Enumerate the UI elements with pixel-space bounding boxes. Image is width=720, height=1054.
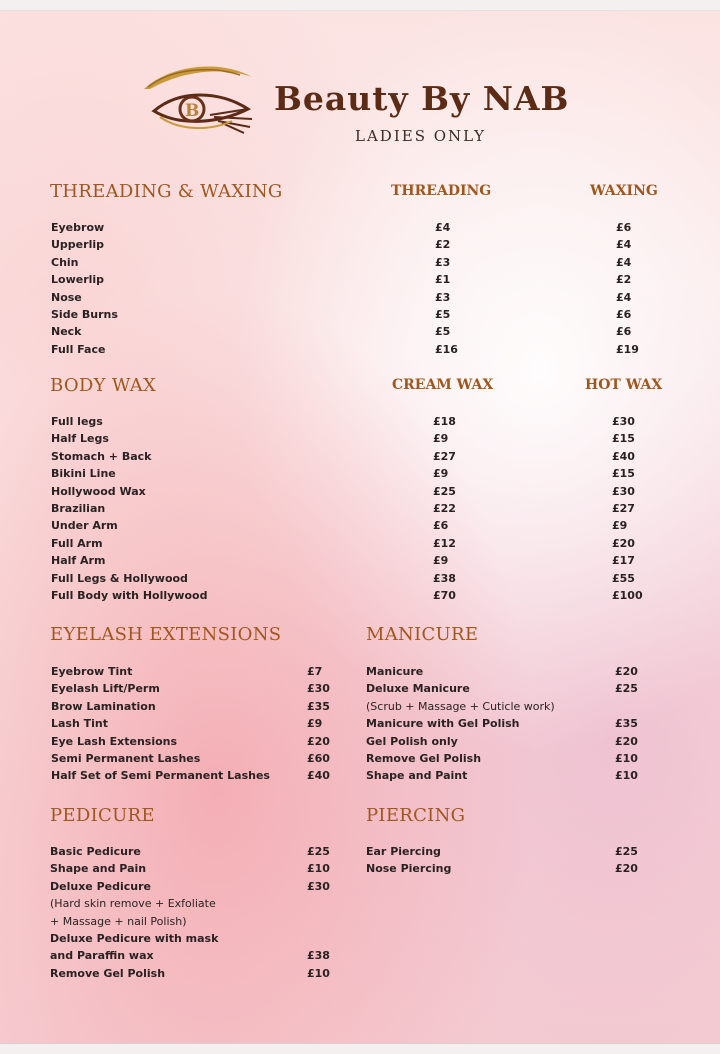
section-title-body-wax: BODY WAX: [50, 375, 157, 396]
service-price: £4: [435, 221, 451, 234]
service-name: Gel Polish only: [366, 734, 458, 748]
service-name: Bikini Line: [51, 467, 116, 481]
service-note: (Hard skin remove + Exfoliate: [50, 897, 216, 911]
service-name: Remove Gel Polish: [50, 966, 166, 980]
service-price: [307, 895, 330, 912]
eye-logo-icon: [140, 59, 256, 135]
service-price: £15: [612, 467, 635, 481]
service-name: Deluxe Pedicure: [50, 879, 151, 893]
service-name: Ear Piercing: [366, 845, 441, 858]
section-title-piercing: PIERCING: [366, 805, 466, 826]
service-price: £25: [307, 845, 330, 858]
service-name: Eyebrow Tint: [51, 665, 133, 678]
service-name: Manicure with Gel Polish: [366, 717, 520, 731]
service-price: £40: [307, 769, 330, 783]
service-name: Full Legs & Hollywood: [51, 571, 188, 585]
service-name: Stomach + Back: [51, 449, 152, 463]
service-price: £4: [616, 238, 632, 252]
service-price: £20: [615, 734, 638, 748]
service-price: £6: [616, 325, 632, 339]
service-price: £20: [615, 862, 638, 876]
service-price: £9: [307, 717, 323, 731]
service-price: £38: [307, 949, 330, 963]
piercing-price-column: [615, 843, 638, 878]
manicure-list: [366, 663, 555, 785]
service-price: £35: [615, 717, 638, 731]
column-header-waxing: WAXING: [590, 183, 658, 199]
service-name: Full Body with Hollywood: [51, 588, 208, 602]
service-price: £9: [612, 519, 628, 533]
service-price: £25: [615, 682, 638, 696]
column-header-cream-wax: CREAM WAX: [392, 377, 494, 393]
service-price: £60: [307, 751, 330, 765]
service-price: £10: [307, 966, 330, 980]
service-name: Eyebrow: [51, 221, 105, 234]
service-name: Manicure: [366, 665, 424, 678]
service-price: £6: [433, 519, 449, 533]
waxing-price-column: [616, 219, 639, 358]
column-header-hot-wax: HOT WAX: [585, 377, 663, 393]
service-name: Lowerlip: [51, 273, 105, 287]
eyelash-list: [51, 663, 270, 785]
service-name: Eyelash Lift/Perm: [51, 682, 160, 696]
service-name: Eye Lash Extensions: [51, 734, 178, 748]
service-name: Deluxe Pedicure with mask: [50, 931, 219, 945]
service-price: £18: [433, 415, 456, 428]
price-list-sheet: [0, 10, 720, 1044]
pedicure-price-column: [307, 843, 330, 982]
service-name: Full Face: [51, 342, 106, 356]
service-price: £4: [616, 290, 632, 304]
service-price: £55: [612, 571, 635, 585]
service-price: £27: [433, 449, 456, 463]
service-price: £27: [612, 501, 635, 515]
section-title-manicure: MANICURE: [366, 624, 479, 645]
threading-waxing-list: [51, 219, 118, 358]
service-price: [307, 913, 330, 930]
cream-wax-price-column: [433, 413, 456, 604]
service-price: £10: [615, 769, 638, 783]
service-name: Brow Lamination: [51, 699, 156, 713]
service-price: £10: [307, 862, 330, 876]
service-price: £17: [612, 554, 635, 568]
service-price: [615, 698, 638, 715]
eyelash-price-column: [307, 663, 330, 785]
column-header-threading: THREADING: [391, 183, 492, 199]
service-price: £20: [615, 665, 638, 678]
service-note: (Scrub + Massage + Cuticle work): [366, 699, 555, 713]
service-price: £19: [616, 342, 639, 356]
service-price: £9: [433, 554, 449, 568]
service-price: £6: [616, 221, 632, 234]
service-name: Shape and Paint: [366, 769, 468, 783]
brand-name: Beauty By NAB: [274, 79, 570, 118]
service-price: £7: [307, 665, 323, 678]
service-price: [307, 930, 330, 947]
service-name: Remove Gel Polish: [366, 751, 482, 765]
service-name: Full Arm: [51, 536, 103, 550]
service-price: £9: [433, 467, 449, 481]
svg-text:B: B: [185, 101, 200, 121]
service-name: Neck: [51, 325, 82, 339]
brand-tagline: LADIES ONLY: [355, 127, 487, 145]
service-name: Half Legs: [51, 432, 109, 446]
service-price: £10: [615, 751, 638, 765]
service-price: £1: [435, 273, 451, 287]
pedicure-list: [50, 843, 218, 982]
service-price: £40: [612, 449, 635, 463]
service-price: £3: [435, 255, 451, 269]
service-name: and Paraffin wax: [50, 949, 154, 963]
service-name: Hollywood Wax: [51, 484, 146, 498]
service-name: Side Burns: [51, 307, 118, 321]
service-name: Upperlip: [51, 238, 104, 252]
service-name: Lash Tint: [51, 717, 109, 731]
service-name: Deluxe Manicure: [366, 682, 470, 696]
service-price: £9: [433, 432, 449, 446]
section-title-pedicure: PEDICURE: [50, 805, 155, 826]
service-name: Shape and Pain: [50, 862, 147, 876]
service-name: Under Arm: [51, 519, 118, 533]
section-title-eyelash-extensions: EYELASH EXTENSIONS: [50, 624, 282, 645]
service-price: £3: [435, 290, 451, 304]
service-price: £4: [616, 255, 632, 269]
service-price: £12: [433, 536, 456, 550]
piercing-list: [366, 843, 451, 878]
service-price: £2: [435, 238, 451, 252]
service-price: £16: [435, 342, 458, 356]
service-name: Half Arm: [51, 554, 106, 568]
threading-price-column: [435, 219, 458, 358]
service-price: £38: [433, 571, 456, 585]
service-price: £5: [435, 307, 451, 321]
service-price: £5: [435, 325, 451, 339]
service-price: £30: [612, 415, 635, 428]
service-note: + Massage + nail Polish): [50, 914, 187, 928]
service-name: Basic Pedicure: [50, 845, 141, 858]
service-price: £35: [307, 699, 330, 713]
hot-wax-price-column: [612, 413, 643, 604]
service-price: £30: [612, 484, 635, 498]
service-price: £70: [433, 588, 456, 602]
service-price: £25: [433, 484, 456, 498]
service-name: Full legs: [51, 415, 103, 428]
service-name: Nose Piercing: [366, 862, 452, 876]
service-price: £2: [616, 273, 632, 287]
service-price: £6: [616, 307, 632, 321]
service-name: Half Set of Semi Permanent Lashes: [51, 769, 270, 783]
service-price: £30: [307, 682, 330, 696]
service-name: Nose: [51, 290, 82, 304]
service-price: £100: [612, 588, 643, 602]
service-name: Semi Permanent Lashes: [51, 751, 201, 765]
service-price: £15: [612, 432, 635, 446]
service-price: £22: [433, 501, 456, 515]
service-price: £30: [307, 879, 330, 893]
body-wax-list: [51, 413, 207, 604]
service-price: £20: [307, 734, 330, 748]
service-name: Brazilian: [51, 501, 106, 515]
service-price: £25: [615, 845, 638, 858]
service-price: £20: [612, 536, 635, 550]
section-title-threading-waxing: THREADING & WAXING: [50, 181, 283, 202]
manicure-price-column: [615, 663, 638, 785]
service-name: Chin: [51, 255, 79, 269]
